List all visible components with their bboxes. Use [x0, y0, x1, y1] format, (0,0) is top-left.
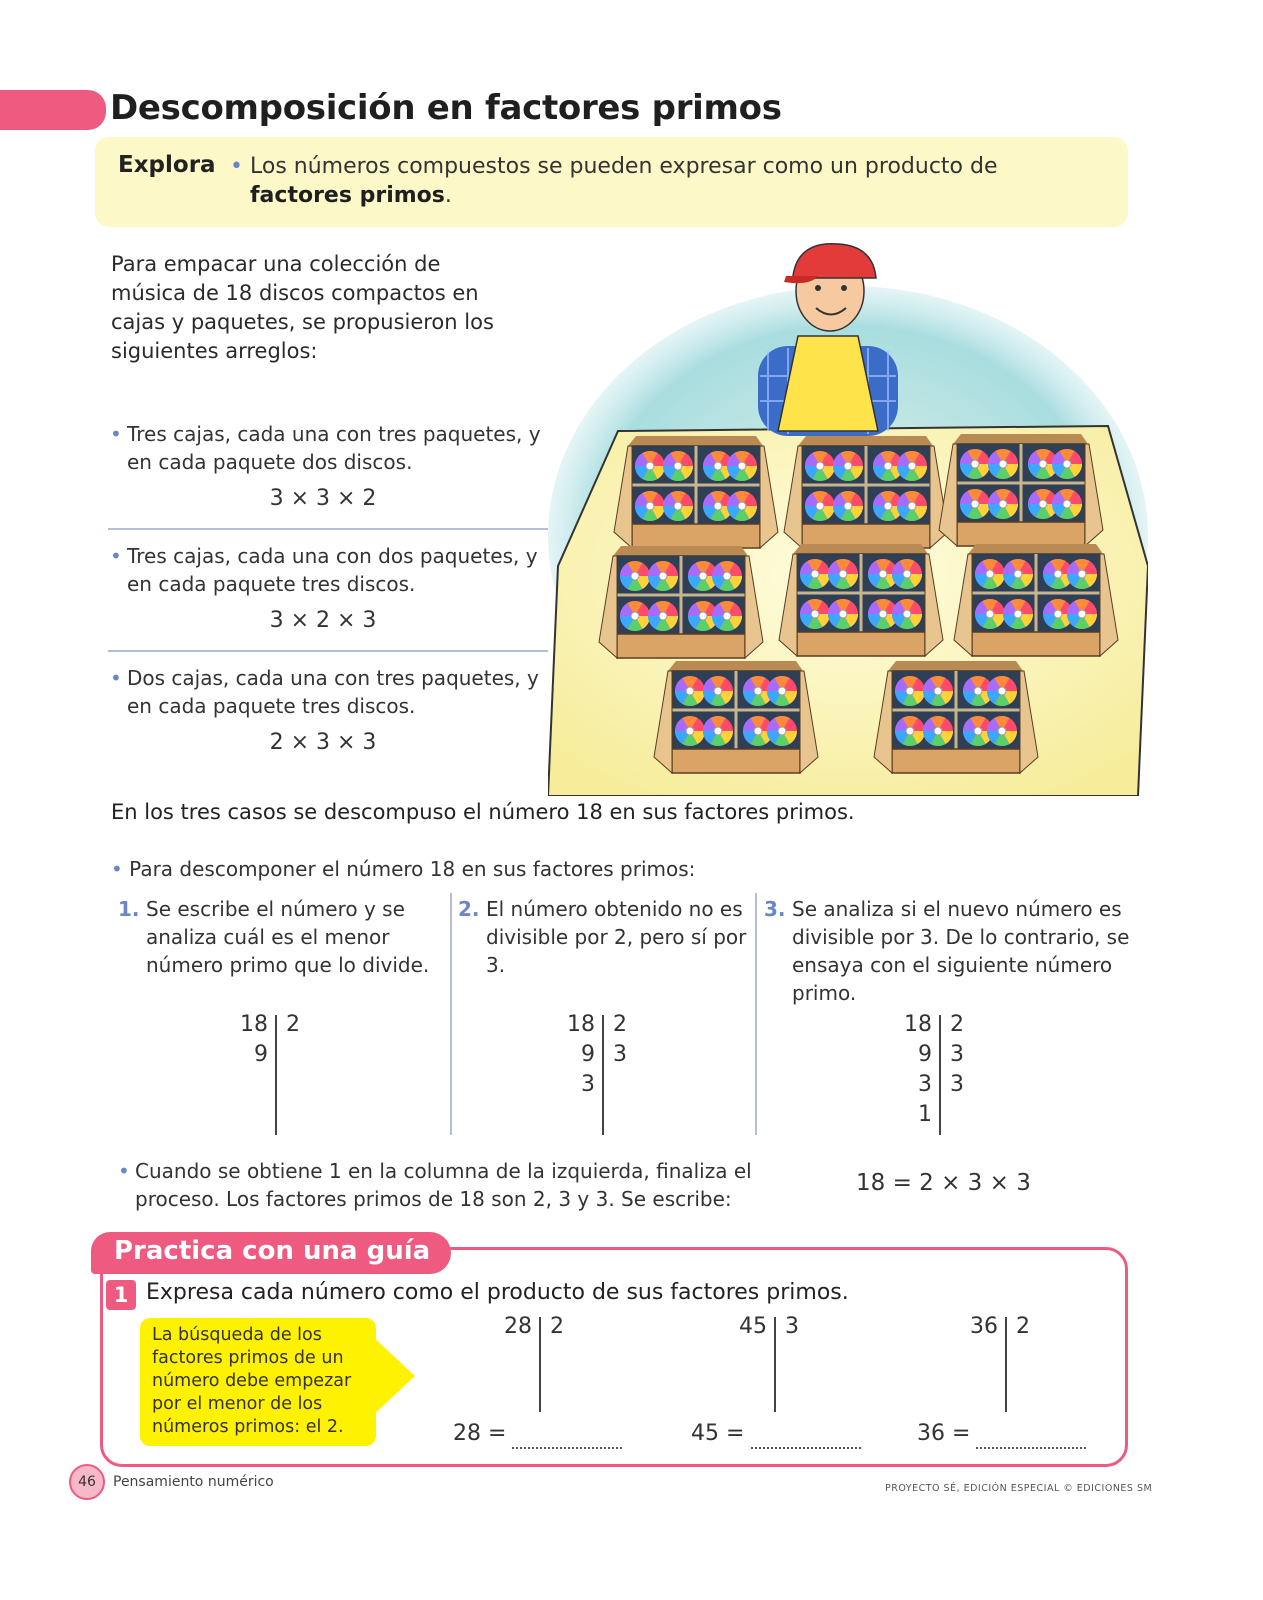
equation-label: 28 =: [453, 1421, 507, 1446]
step-3: 3. Se analiza si el nuevo número es divisible por 3. De lo contrario, se ensaya con el siguiente número primo.: [764, 897, 1130, 1005]
arrangement-case: • Tres cajas, cada una con dos paquetes, y en cada paquete tres discos. 3 × 2 × 3: [108, 542, 548, 652]
divider: [108, 528, 548, 530]
intro-paragraph: Para empacar una colección de música de 18 discos compactos en cajas y paquetes, se propusieron los siguientes arreglos:: [111, 252, 494, 363]
bullet-icon: •: [110, 666, 122, 690]
equation-label: 36 =: [917, 1421, 971, 1446]
arrangement-case: • Dos cajas, cada una con tres paquetes, y en cada paquete tres discos. 2 × 3 × 3: [108, 664, 548, 760]
bullet-icon: •: [118, 1159, 130, 1183]
steps-intro: • Para descomponer el número 18 en sus factores primos:: [111, 857, 696, 881]
case-expression: 3 × 2 × 3: [269, 608, 377, 633]
equation-label: 45 =: [691, 1421, 745, 1446]
boxes-illustration: [548, 236, 1148, 796]
explora-label: Explora: [118, 152, 216, 178]
result-expression: 18 = 2 × 3 × 3: [856, 1170, 1031, 1196]
arrangement-list: [108, 420, 548, 760]
hint-arrow-icon: [370, 1334, 415, 1418]
divider: [108, 650, 548, 652]
page-title: Descomposición en factores primos: [110, 88, 782, 128]
hint-text: La búsqueda de los factores primos de un número debe empezar por el menor de los números primos: el 2.: [152, 1325, 352, 1437]
bullet-icon: •: [111, 857, 130, 881]
bullet-icon: •: [230, 154, 243, 179]
exercise-instruction: Expresa cada número como el producto de sus factores primos.: [146, 1280, 849, 1305]
title-accent-bar: [0, 90, 106, 130]
explora-text: • Los números compuestos se pueden expresar como un producto de factores primos.: [230, 154, 998, 208]
publisher-credit: PROYECTO SÉ, EDICIÓN ESPECIAL © EDICIONES SM: [885, 1483, 1153, 1494]
arrangement-case: • Tres cajas, cada una con tres paquetes, y en cada paquete dos discos. 3 × 3 × 2: [108, 420, 548, 530]
bullet-icon: •: [110, 422, 122, 446]
step-1: 1. Se escribe el número y se analiza cuál es el menor número primo que lo divide.: [118, 897, 430, 977]
process-text: • Cuando se obtiene 1 en la columna de la izquierda, finaliza el proceso. Los factores primos de 18 son 2, 3 y 3. Se escribe:: [118, 1159, 752, 1211]
exercise-number: 1: [106, 1280, 136, 1310]
column-divider: [450, 893, 452, 1135]
answer-blank[interactable]: [751, 1427, 861, 1449]
case-expression: 3 × 3 × 2: [269, 486, 377, 511]
section-name: Pensamiento numérico: [113, 1474, 274, 1490]
answer-blank[interactable]: [512, 1427, 622, 1449]
page-number: 46: [69, 1464, 105, 1500]
column-divider: [755, 893, 757, 1135]
summary-text: En los tres casos se descompuso el número 18 en sus factores primos.: [111, 800, 855, 824]
answer-blank[interactable]: [976, 1427, 1086, 1449]
case-expression: 2 × 3 × 3: [269, 730, 377, 755]
step-2: 2. El número obtenido no es divisible por 2, pero sí por 3.: [458, 897, 747, 977]
bullet-icon: •: [110, 544, 122, 568]
practice-title: Practica con una guía: [114, 1236, 431, 1266]
